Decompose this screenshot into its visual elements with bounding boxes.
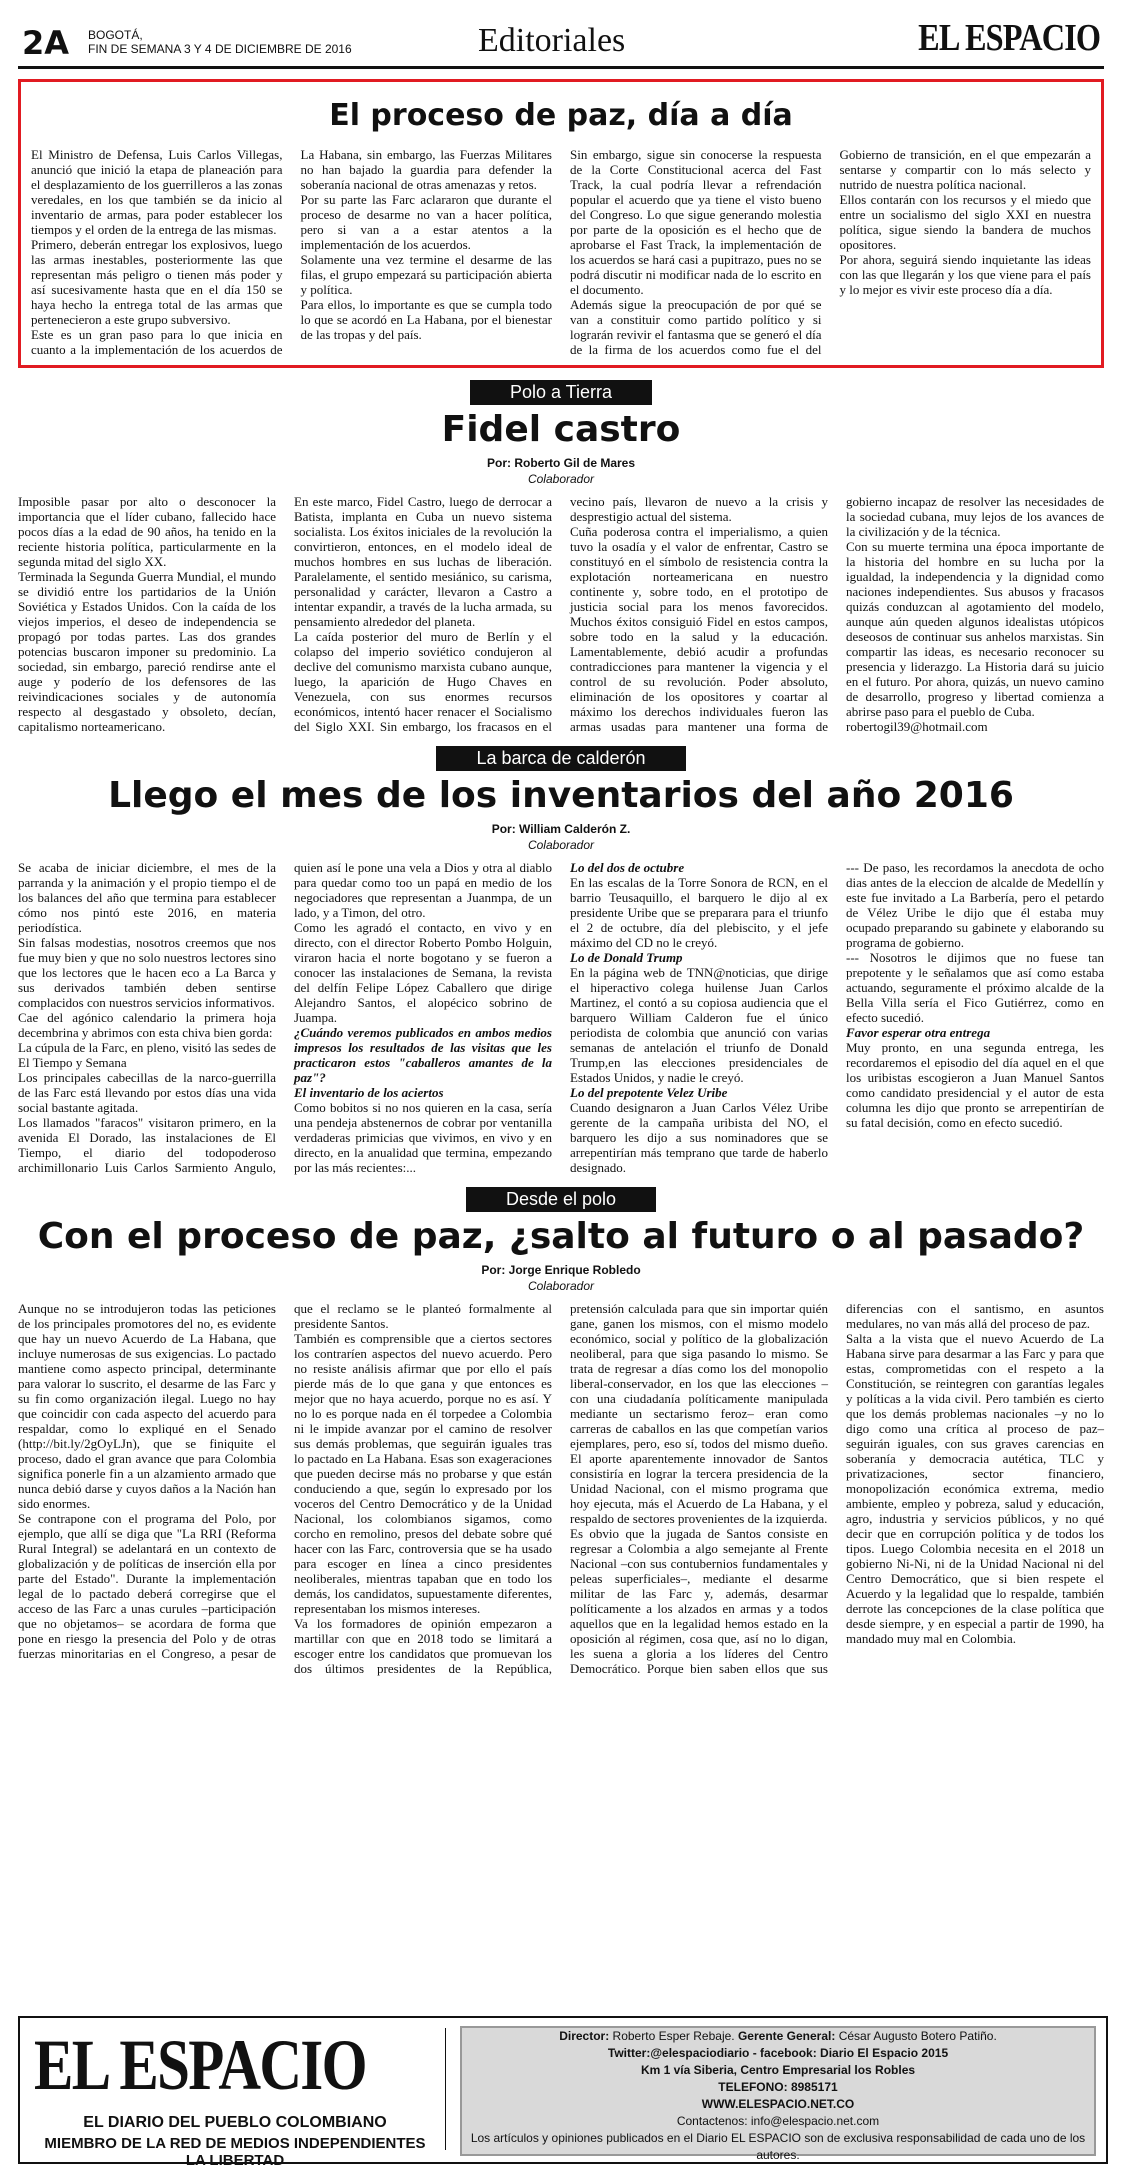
paragraph: La caída posterior del muro de Berlín y el colapso del imperio soviético condujeron al declive del comunismo marxista cubano aunque, luego, la aparición de Hugo Chaves en Venezuela, con sus enormes recursos económicos, intentó hacer renacer el Socialismo del Siglo XXI. Sin embargo, los fracasos en el vecino país, llevaron de nuevo a la crisis y desprestigio actual del sistema. (294, 494, 828, 734)
article-body (18, 1301, 1104, 1676)
paragraph: Sin falsas modestias, nosotros creemos que nos fue muy bien y que no solo nuestros lectores sino que los lectores que le hacen eco a La Barca y sus derivados también deben sentirse complacidos con nuestros servicios informativos. (18, 935, 276, 1010)
paragraph: Como bobitos si no nos quieren en la casa, sería una pendeja abstenernos de cobrar por ventanilla verdaderas primicias que vivimos, en vivo y en directo, en la anualidad que termina, empezando por las más recientes:... (294, 1100, 552, 1175)
paragraph: La cúpula de la Farc, en pleno, visitó las sedes de El Tiempo y Semana (18, 1040, 276, 1070)
disclaimer: Los artículos y opiniones publicados en el Diario EL ESPACIO son de exclusiva responsabilidad de cada uno de los autores. (470, 2131, 1086, 2162)
paragraph: Solamente una vez termine el desarme de las filas, el grupo empezará su participación abierta y política. (300, 252, 552, 297)
byline: Por: William Calderón Z. (491, 822, 631, 836)
paragraph: El Ministro de Defensa, Luis Carlos Villegas, anunció que inició la etapa de planeación para el desplazamiento de los guerrilleros a las zonas veredales, en los que también se da inicio al inventario de armas, para poder establecer los tiempos y el orden de la entrega de las mismas. (31, 147, 283, 237)
editorial-body (31, 147, 1091, 357)
footer-logo: EL ESPACIO (34, 2025, 366, 2105)
byline: Por: Jorge Enrique Robledo (481, 1263, 641, 1277)
page-header (18, 14, 1104, 69)
subheading: Lo del prepotente Velez Uribe (570, 1085, 728, 1100)
paragraph: Como les agradó el contacto, en vivo y en directo, con el director Roberto Pombo Holguin, viraron hacia el norte bogotano y se fueron a conocer las instalaciones de Semana, la revista del delfín Felipe López Caballero que dirige Alejandro Santos, el alopécico sobrino de Juampa. (294, 920, 552, 1025)
dateline-city: BOGOTÁ, (88, 28, 143, 42)
article-body (18, 494, 1104, 734)
article-body (18, 860, 1104, 1175)
column-polo-a-tierra (18, 380, 1104, 734)
paragraph: Imposible pasar por alto o desconocer la importancia que el líder cubano, fallecido hace pocos días a la edad de 90 años, ha tenido en la reciente historia política, particularmente en la segunda mitad del siglo XX. (18, 494, 276, 569)
paragraph: Aunque no se introdujeron todas las peticiones de los principales promotores del no, es evidente que hay un nuevo Acuerdo de La Habana, que incluye numerosas de sus exigencias. Lo pactado mantiene como aspecto principal, determinante para valorar lo suscrito, el desarme de las Farc y su fin como organización ilegal. Luego no hay que coincidir con cada aspecto del acuerdo para respaldar, como lo expliqué en el Senado (http://bit.ly/2gOyLJn), que se finiquite el proceso, dado el gran avance que para Colombia significa ponerle fin a un alzamiento armado que nunca debió darse y cuyos daños a la Nación han sido enormes. (18, 1301, 276, 1511)
subheading: El inventario de los aciertos (294, 1085, 444, 1100)
credits-box (460, 2026, 1096, 2162)
paragraph: Salta a la vista que el nuevo Acuerdo de La Habana sirve para desarmar a las Farc y para que estas, comprometidas con el respeto a la Constitución, se reintegren con garantías legales y políticas a la vida civil. Pero también es cierto que los demás problemas nacionales –y no lo digo como una crítica al proceso de paz– seguirán iguales, con sus graves carencias en soberanía y democracia autética, TLC y privatizaciones, sector financiero, monopolización económica extrema, medio ambiente, empleo y pobreza, salud y educación, agro, industria y servicios públicos, y no qué decir que en corrupción política y de todos los tipos. Luego Colombia necesita en el 2018 un gobierno Ni-Ni, ni de la Unidad Nacional ni del Centro Democrático, que si bien respete el Acuerdo y la legalidad que lo respalde, también derrote las concepciones de la clase política que desde siempre, y en especial a partir de 1990, ha mandado muy mal en Colombia. (846, 1331, 1104, 1646)
paragraph: Muy pronto, en una segunda entrega, les recordaremos el episodio del día aquel en el que los uribistas escogieron a Juan Manuel Santos como candidato presidencial y el autor de esta columna les dijo que pronto se arrepentirían de su fatal decisión, como en efecto sucedió. (846, 1040, 1104, 1130)
paragraph: Es obvio que la jugada de Santos consiste en regresar a Colombia a algo semejante al Frente Nacional –con sus contubernios fundamentales y peleas superficiales–, mediante el desarme militar de las Farc y, además, desarmar políticamente a los alzados en armas y a todos aquellos que en la legalidad hemos estado en la oposición al régimen, cosa que, así no lo digan, les suena a gloria a los líderes del Centro Democrático. Porque bien saben ellos que sus diferencias con el santismo, en asuntos medulares, no van más allá del proceso de paz. (570, 1301, 1104, 1676)
paragraph: --- De paso, les recordamos la anecdota de ocho dias antes de la eleccion de alcalde de Medellín y este fue invitado a La Barbería, pero el petardo de Vélez Uribe le dijo que él estaba muy ocupado preparando su gabinete y elaborando su programa de gobierno. (846, 860, 1104, 950)
subheading: ¿Cuándo veremos publicados en ambos medios impresos los resultados de las visitas que les practicaron estos "caballeros amantes de la paz"? (294, 1025, 552, 1085)
social-links[interactable]: Twitter:@elespaciodiario - facebook: Diario El Espacio 2015 (607, 2046, 949, 2060)
credits-staff (462, 2028, 1094, 2045)
author-role: Colaborador (527, 472, 595, 486)
footer-tagline (40, 2114, 430, 2169)
paragraph: Los llamados "faracos" visitaron primero, en la avenida El Dorado, las instalaciones de El Tiempo, el diario del todopoderoso archimillonario Luis Carlos Sarmiento Angulo, quien así le pone una vela a Dios y otra al diablo para quedar como too un papá en medio de los negociadores que representan a Juanmpa, de un lado, y a Timon, del otro. (18, 860, 552, 1175)
article-title: Llego el mes de los inventarios del año 2016 (108, 775, 1014, 816)
tagline-network: MIEMBRO DE LA RED DE MEDIOS INDEPENDIENTES LA LIBERTAD (44, 2135, 426, 2169)
paragraph: También es comprensible que a ciertos sectores los contraríen aspectos del nuevo acuerdo. Pero no resiste análisis afirmar que por ello el país pierde más de lo que gana y que entonces es mejor que no haya acuerdo, porque no es así. Y no lo es porque nada en él torpedee a Colombia ni le impide avanzar por el camino de resolver sus demás problemas, que seguirán iguales tras lo pactado en La Habana. Esas son exageraciones que pueden decirse más no probarse y que están conduciendo a que, según lo expresado por los voceros del Centro Democrático y de la Unidad Nacional, los colombianos sigamos, como corcho en remolino, presos del debate sobre qué hacer con las Farc, controversia que se ha usado para escoger en línea a cinco presidentes neoliberales, mientras tapaban que en todo los demás, los candidatos, supuestamente diferentes, representaban los mismos intereses. (294, 1331, 552, 1616)
paragraph: Se contrapone con el programa del Polo, por ejemplo, que allí se diga que "La RRI (Reforma Rural Integral) se adelantará en un contexto de globalización y de políticas de inserción ella por parte del Estado". Durante la implementación legal de lo pactado deberá corregirse que el acceso de las Farc a unas curules –participación que no objetamos– se acordara de forma que pone en riesgo la presencia del Polo y de otras fuerzas minoritarias en el Congreso, a pesar de que el reclamo se le planteó formalmente al presidente Santos. (18, 1301, 552, 1661)
editorial-title: El proceso de paz, día a día (329, 98, 793, 133)
subheading: Favor esperar otra entrega (846, 1025, 991, 1040)
paragraph: Por ahora, seguirá siendo inquietante las ideas con las que llegarán y los que viene para el país y lo mejor es vivir este proceso día a día. (839, 252, 1091, 297)
paragraph: En este marco, Fidel Castro, luego de derrocar a Batista, implanta en Cuba un nuevo sistema socialista. Los éxitos iniciales de la revolución la convirtieron, entonces, en el modelo ideal de muchos hombres en sus luchas de liberación. Paralelamente, el sentido mesiánico, su carisma, personalidad y carácter, llevaron a Castro a intentar expandir, a través de la lucha armada, su pensamiento alrededor del planeta. (294, 494, 552, 629)
masthead-brand: EL ESPACIO (917, 17, 1100, 59)
editorial-article (18, 79, 1104, 368)
subheading: Lo de Donald Trump (570, 950, 683, 965)
website-link[interactable]: WWW.ELESPACIO.NET.CO (701, 2097, 855, 2111)
paragraph: Va los formadores de opinión empezaron a martillar con que en 2018 todo se limitará a escoger entre los candidatos que promuevan los dos últimos presidentes de la República, pretensión calculada para que sin importar quién gane, ganen los mismos, con el mismo modelo económico, social y político de la globalización neoliberal, para que siga pasando lo mismo. Se trata de regresar a días como los del monopolio liberal-conservador, en los que las elecciones –con una ciudadanía políticamente manipulada mediante un sectarismo feroz– eran como carreras de caballos en las que competían varios ejemplares, pero, eso sí, todos del mismo dueño. El aporte aparentemente innovador de Santos consistiría en lograr la tercera presidencia de la Unidad Nacional, con el mismo programa que hoy ejecuta, más el Acuerdo de La Habana, y el respaldo de sectores provenientes de la izquierda. (294, 1301, 828, 1676)
paragraph: En las escalas de la Torre Sonora de RCN, en el barrio Teusaquillo, el barquero le dijo al ex presidente Uribe que se preparara para el triunfo el 2 de octubre, día del plebiscito, y el jefe máximo del CD no le creyó. (570, 875, 828, 950)
byline: Por: Roberto Gil de Mares (486, 456, 636, 470)
paragraph: Terminada la Segunda Guerra Mundial, el mundo se dividió entre los partidarios de la Unión Soviética y Estados Unidos. Con la caída de los viejos imperios, el deseo de independencia se propagó por todas partes. Las dos grandes potencias buscaron imponer su predominio. La sociedad, sin embargo, pareció rendirse ante el auge y poderío de los defensores de las reivindicaciones sociales y de autonomía respecto al desgastado y obsoleto, decían, capitalismo norteamericano. (18, 569, 276, 734)
paragraph: Primero, deberán entregar los explosivos, luego las armas inestables, posteriormente las que representan más peligro o tienen más poder y así sucesivamente hasta que en el día 150 se haya hecho la entrega total de las armas que pertenecieron a este grupo subversivo. (31, 237, 283, 327)
paragraph: Por su parte las Farc aclararon que durante el proceso de desarme no van a hacer política, pero si van a a estar atentos a la implementación de los acuerdos. (300, 192, 552, 252)
footer-divider (445, 2028, 446, 2150)
phone: TELEFONO: 8985171 (718, 2080, 838, 2094)
dateline (88, 28, 352, 56)
column-kicker: Desde el polo (466, 1187, 656, 1212)
column-kicker: La barca de calderón (436, 746, 685, 771)
newspaper-page (18, 14, 1104, 1676)
paragraph: Cuña poderosa contra el imperialismo, a quien tuvo la osadía y el valor de enfrentar, Castro se constituyó en el símbolo de resistencia contra la explotación norteamericana en nuestro continente y, sobre todo, en el prototipo de justicia social para los menos favorecidos. Muchos éxitos consiguió Fidel en estos campos, sobre todo en la salud y la educación. Lamentablemente, debió acudir a profundas contradicciones para mantener la vigencia y el control de su revolución. Poder absoluto, eliminación de los opositores y coartar al máximo los derechos individuales fueron las armas usadas para mantener una forma de gobierno incapaz de resolver las necesidades de la sociedad cubana, muy lejos de los avances de la civilización y de la técnica. (570, 494, 1104, 734)
paragraph: --- Nosotros le dijimos que no fuese tan prepotente y le señalamos que así como estaba actuando, seguramente el próximo alcalde de la Bella Villa sería el Fico Gutiérrez, como en efecto sucedió. (846, 950, 1104, 1025)
publisher-footer (18, 2016, 1108, 2169)
paragraph: Se acaba de iniciar diciembre, el mes de la parranda y la animación y el propio tiempo el de los balances del año que termina para establecer cómo nos pintó este 2016, en materia periodística. (18, 860, 276, 935)
paragraph: Cae del agónico calendario la primera hoja decembrina y abrimos con esta chiva bien gorda: (18, 1010, 276, 1040)
paragraph: Este es un gran paso para lo que inicia en cuanto a la implementación de los acuerdos de La Habana, sin embargo, las Fuerzas Militares no han bajado la guardia para defender la soberanía nacional de otras amenazas y retos. (31, 147, 552, 357)
paragraph: Además sigue la preocupación de por qué se van a constituir como partido político y si lograrán revivir el fantasma que se generó el día de la firma de los acuerdos como fue el del Gobierno de transición, en el que empezarán a sentarse y compartir con lo más selecto y nutrido de nuestra política nacional. (570, 147, 1091, 357)
author-role: Colaborador (527, 838, 595, 852)
director-name: Roberto Esper Rebaje. (612, 2029, 735, 2043)
paragraph: En la página web de TNN@noticias, que dirige el hiperactivo colega huilense Juan Carlos Martinez, el contó a su copiosa audiencia que el barquero William Calderon fue el único periodista de colombia que anunció con varias semanas de antelación el triunfo de Donald Trump,en las elecciones presidenciales de Estados Unidos, y nadie le creyó. (570, 965, 828, 1085)
author-email: robertogil39@hotmail.com (846, 719, 988, 734)
manager-name: César Augusto Botero Patiño. (838, 2029, 997, 2043)
director-label: Director: (559, 2029, 610, 2043)
column-la-barca (18, 746, 1104, 1175)
subheading: Lo del dos de octubre (570, 860, 685, 875)
section-title: Editoriales (478, 22, 626, 59)
tagline-main: EL DIARIO DEL PUEBLO COLOMBIANO (83, 2114, 387, 2131)
article-title: Fidel castro (441, 409, 681, 450)
address: Km 1 vía Siberia, Centro Empresarial los Robles (640, 2063, 916, 2077)
column-desde-el-polo (18, 1187, 1104, 1676)
paragraph: Para ellos, lo importante es que se cumpla todo lo que se acordó en La Habana, por el bienestar de las tropas y del país. (300, 297, 552, 342)
paragraph: Ellos contarán con los recursos y el miedo que entre un socialismo del siglo XXI en nuestra política, sigue siendo la bandera de muchos opositores. (839, 192, 1091, 252)
contact-email[interactable]: Contactenos: info@elespacio.net.com (676, 2114, 880, 2128)
article-title: Con el proceso de paz, ¿salto al futuro o al pasado? (37, 1216, 1085, 1257)
paragraph: Con su muerte termina una época importante de la historia del hombre en su lucha por la igualdad, la independencia y la dignidad como naciones independientes. Sus abusos y fracasos quizás conduzcan al agotamiento del modelo, aunque aún queden algunos idealistas utópicos deseosos de continuar sus anhelos marxistas. Sin compartir las ideas, es necesario reconocer su presencia y liderazgo. La Historia dará su juicio en el futuro. Por ahora, quizás, un nuevo camino de desarrollo, progreso y libertad comienza a abrirse paso para el pueblo de Cuba. (846, 539, 1104, 719)
manager-label: Gerente General: (737, 2029, 836, 2043)
paragraph: Los principales cabecillas de la narco-guerrilla de las Farc está llevando por estos días una vida social bastante agitada. (18, 1070, 276, 1115)
column-kicker: Polo a Tierra (470, 380, 652, 405)
page-number: 2A (22, 24, 70, 62)
paragraph: Sin embargo, sigue sin conocerse la respuesta de la Corte Constitucional acerca del Fast Track, la cual podría llevar a refrendación popular el acuerdo que ya tiene el visto bueno del Congreso. Lo que sigue generando molestia por parte de la oposición es el hecho que de aprobarse el Fast Track, la implementación de los acuerdos se hará casi a pupitrazo, pues no se podrá discutir ni modificar nada de lo escrito en el documento. (570, 147, 822, 297)
author-role: Colaborador (527, 1279, 595, 1293)
dateline-date: FIN DE SEMANA 3 Y 4 DE DICIEMBRE DE 2016 (88, 42, 352, 56)
paragraph: Cuando designaron a Juan Carlos Vélez Uribe gerente de la campaña uribista del NO, el barquero les dijo a sus nominadores que se arrepentirían más temprano que tarde de haberlo designado. (570, 1100, 828, 1175)
